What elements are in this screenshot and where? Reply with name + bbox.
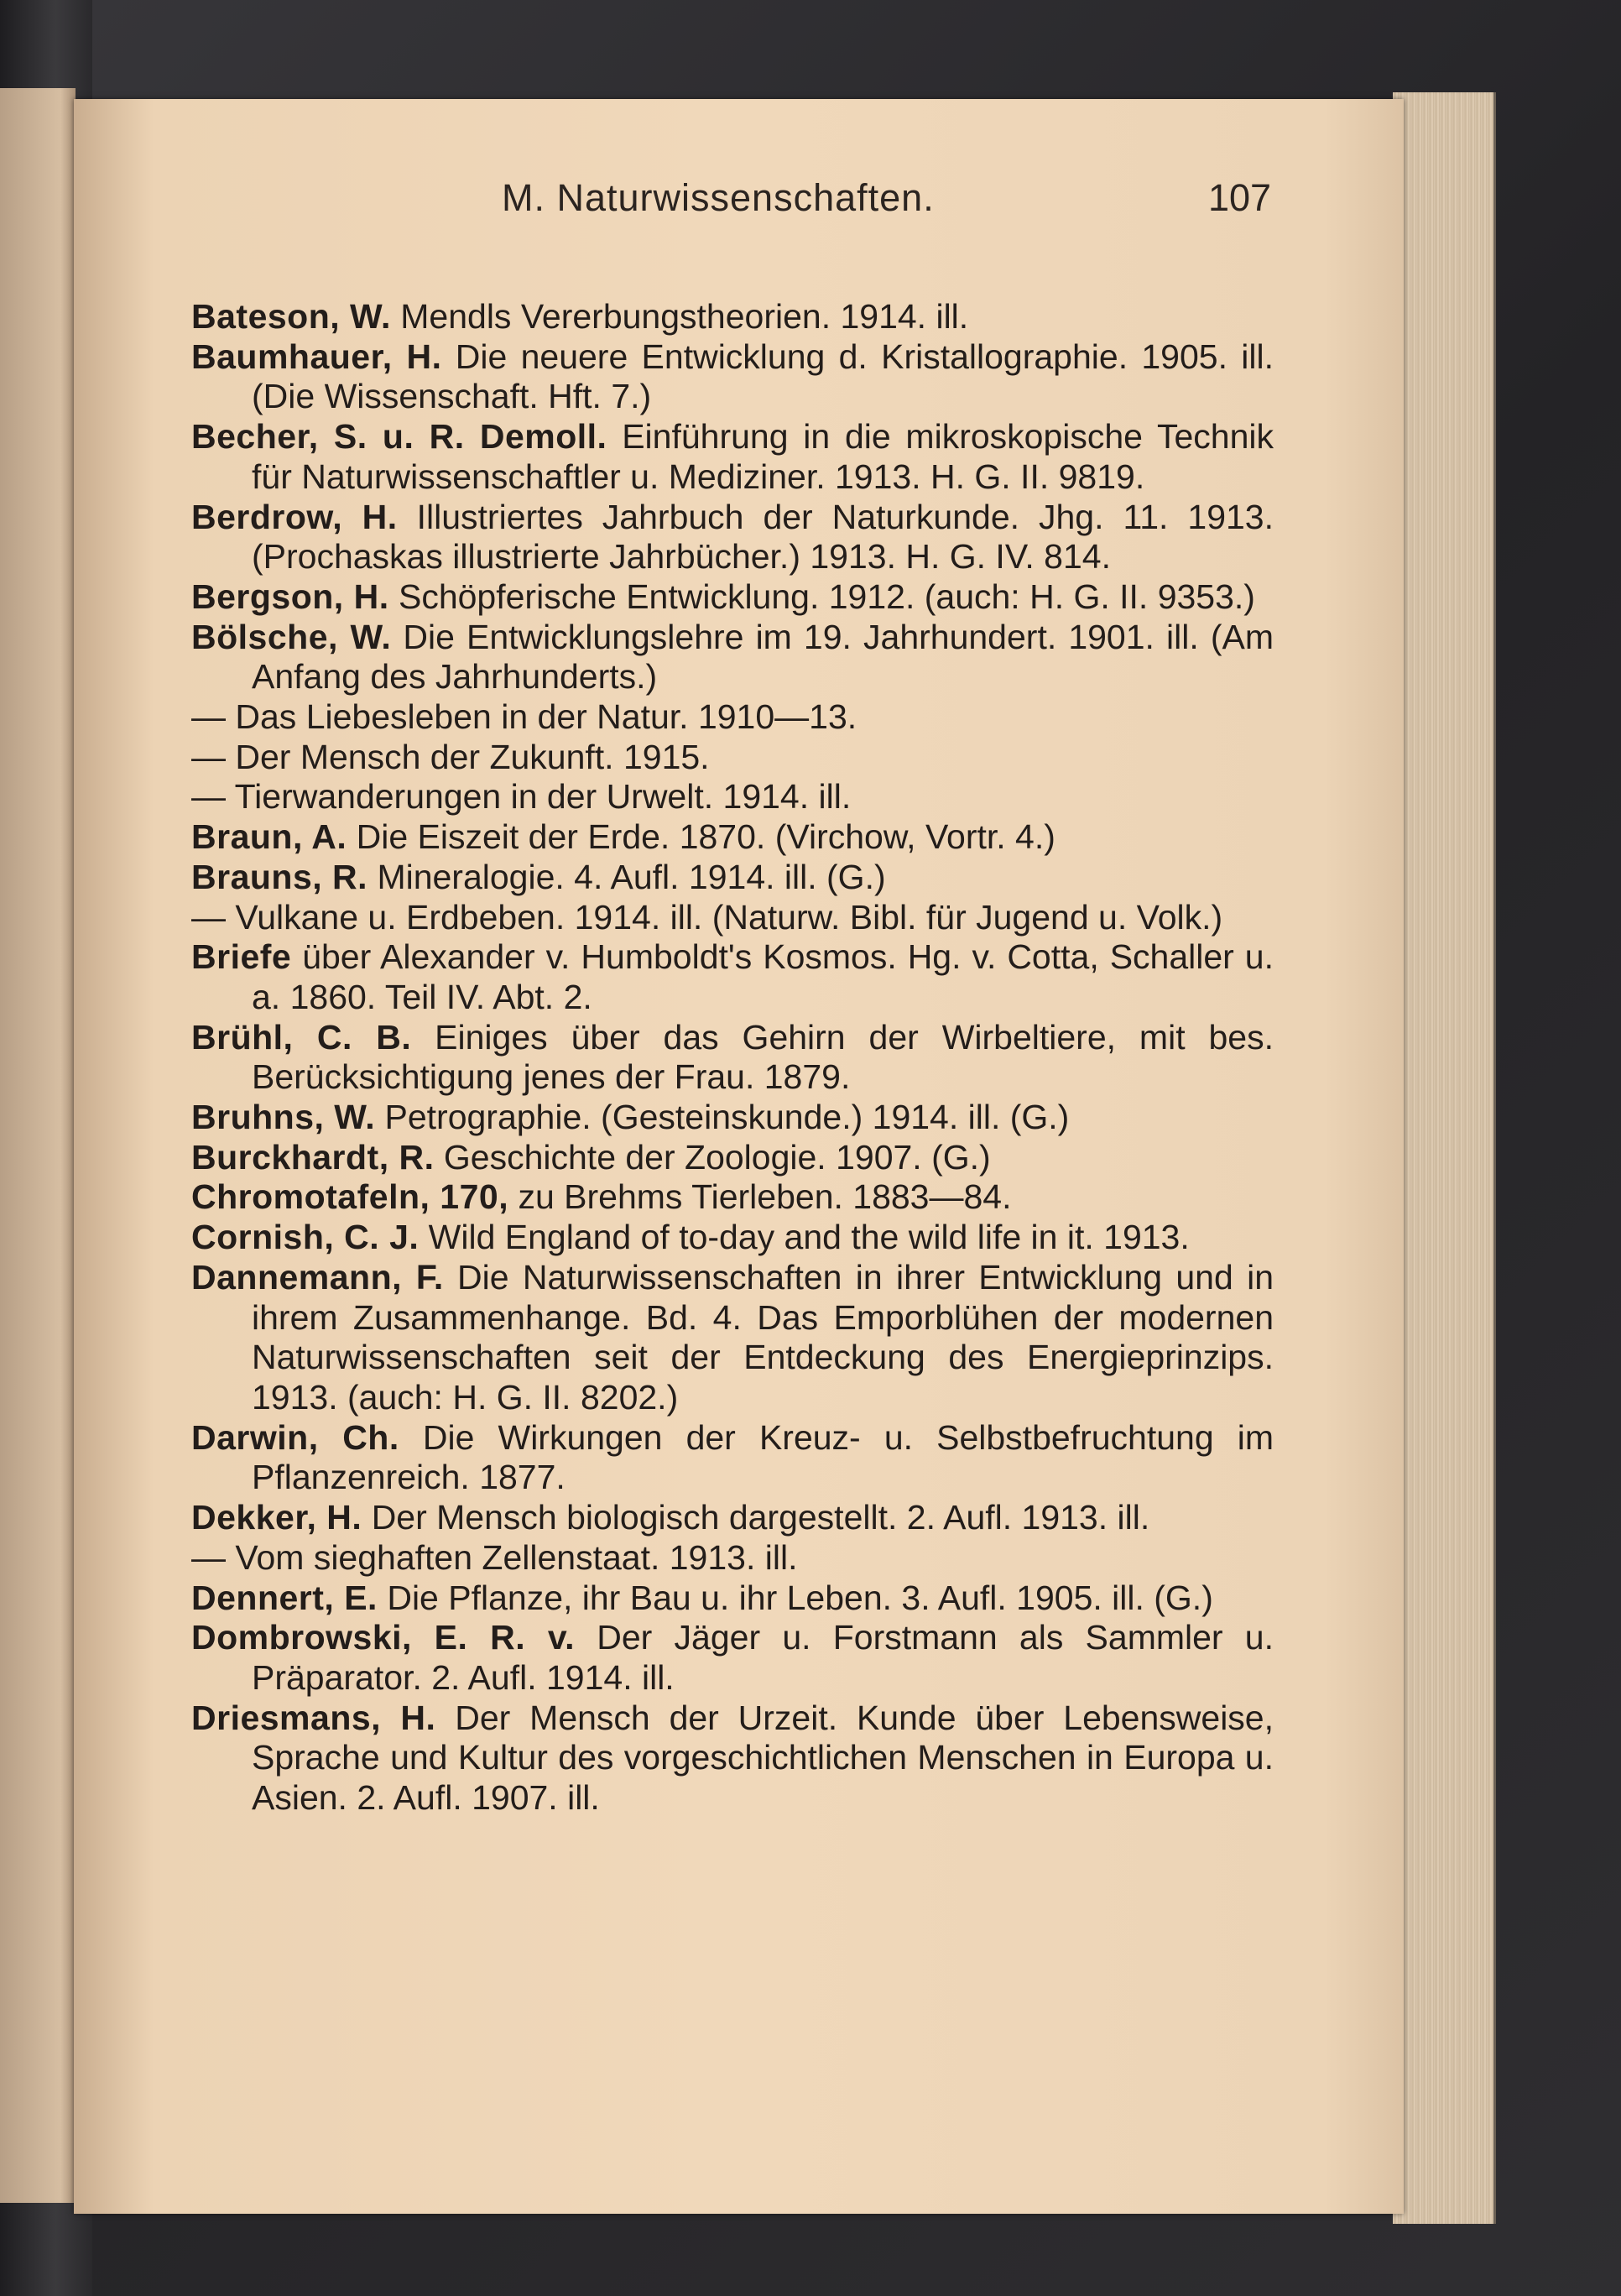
bibliography-entry: [191, 1138, 1274, 1178]
bibliography-entry: [191, 1418, 1274, 1498]
entry-author: Bergson, H.: [191, 577, 389, 616]
bibliography-list: [191, 297, 1274, 1819]
entry-text: über Alexander v. Humboldt's Kosmos. Hg. v. Cotta, Schaller u. a. 1860. Teil IV. Abt. 2.: [252, 937, 1274, 1016]
bibliography-entry: [191, 1018, 1274, 1098]
page-header: [74, 176, 1404, 235]
entry-author: Baumhauer, H.: [191, 337, 442, 376]
bibliography-entry: [191, 1218, 1274, 1258]
entry-author: Dannemann, F.: [191, 1257, 444, 1297]
book-page: [74, 99, 1404, 2214]
entry-author: Driesmans, H.: [191, 1698, 436, 1737]
entry-text: Mineralogie. 4. Aufl. 1914. ill. (G.): [367, 857, 886, 896]
bibliography-entry: [191, 297, 1274, 337]
entry-text: Wild England of to-day and the wild life in it. 1913.: [419, 1218, 1190, 1257]
entry-text: Schöpferische Entwicklung. 1912. (auch: H. G. II. 9353.): [388, 577, 1255, 616]
entry-text: — Der Mensch der Zukunft. 1915.: [191, 737, 710, 776]
entry-author: Briefe: [191, 937, 292, 977]
bibliography-entry: [191, 1618, 1274, 1698]
entry-text: — Vom sieghaften Zellenstaat. 1913. ill.: [191, 1537, 798, 1577]
entry-text: — Das Liebesleben in der Natur. 1910—13.: [191, 697, 857, 737]
entry-text: Der Jäger u. Forstmann als Sammler u. Präparator. 2. Aufl. 1914. ill.: [252, 1618, 1274, 1697]
bibliography-entry: [191, 1498, 1274, 1538]
bibliography-entry: [191, 1578, 1274, 1619]
entry-author: Becher, S. u. R. Demoll.: [191, 417, 607, 457]
bibliography-entry: [191, 337, 1274, 417]
entry-author: Brühl, C. B.: [191, 1017, 412, 1057]
bibliography-entry: [191, 1538, 1274, 1578]
previous-page-edge: [0, 88, 76, 2203]
bibliography-entry: [191, 697, 1274, 738]
entry-author: Braun, A.: [191, 817, 347, 857]
bibliography-entry: [191, 1699, 1274, 1819]
page-number: 107: [1208, 176, 1272, 219]
entry-text: zu Brehms Tierleben. 1883—84.: [508, 1177, 1012, 1217]
bibliography-entry: [191, 738, 1274, 778]
entry-author: Berdrow, H.: [191, 497, 398, 536]
entry-author: Bölsche, W.: [191, 617, 392, 656]
entry-author: Chromotafeln, 170,: [191, 1177, 509, 1217]
bibliography-entry: [191, 777, 1274, 817]
bibliography-entry: [191, 858, 1274, 898]
entry-text: Die neuere Entwicklung d. Kristallographie. 1905. ill. (Die Wissenschaft. Hft. 7.): [252, 337, 1274, 416]
entry-text: Einiges über das Gehirn der Wirbeltiere, mit bes. Berücksichtigung jenes der Frau. 1879.: [252, 1017, 1274, 1097]
running-head: M. Naturwissenschaften.: [502, 176, 935, 219]
entry-text: Die Entwicklungslehre im 19. Jahrhundert. 1901. ill. (Am Anfang des Jahrhunderts.): [252, 617, 1274, 697]
entry-author: Burckhardt, R.: [191, 1137, 435, 1177]
entry-text: Petrographie. (Gesteinskunde.) 1914. ill. (G.): [375, 1098, 1070, 1137]
entry-author: Dombrowski, E. R. v.: [191, 1618, 576, 1657]
bibliography-entry: [191, 817, 1274, 858]
entry-text: Die Naturwissenschaften in ihrer Entwicklung und in ihrem Zusammenhange. Bd. 4. Das Emporblühen der modernen Naturwissenschaften seit der Entdeckung des Energieprinzips. 1913. (auch: H. G. II. 8202.): [252, 1257, 1274, 1417]
bibliography-entry: [191, 1258, 1274, 1418]
page-stack-edges: [1393, 92, 1496, 2224]
entry-text: Die Pflanze, ihr Bau u. ihr Leben. 3. Aufl. 1905. ill. (G.): [377, 1578, 1213, 1617]
bibliography-entry: [191, 1177, 1274, 1218]
entry-author: Bateson, W.: [191, 297, 391, 336]
entry-text: Illustriertes Jahrbuch der Naturkunde. Jhg. 11. 1913. (Prochaskas illustrierte Jahrbücher.) 1913. H. G. IV. 814.: [252, 497, 1274, 577]
entry-text: Einführung in die mikroskopische Technik für Naturwissenschaftler u. Mediziner. 1913. H. G. II. 9819.: [252, 417, 1274, 496]
entry-text: — Vulkane u. Erdbeben. 1914. ill. (Naturw. Bibl. für Jugend u. Volk.): [191, 897, 1223, 937]
entry-text: Der Mensch der Urzeit. Kunde über Lebensweise, Sprache und Kultur des vorgeschichtlichen Menschen in Europa u. Asien. 2. Aufl. 1907. ill.: [252, 1698, 1274, 1818]
entry-author: Bruhns, W.: [191, 1098, 376, 1137]
entry-author: Cornish, C. J.: [191, 1218, 420, 1257]
bibliography-entry: [191, 1098, 1274, 1138]
bibliography-entry: [191, 577, 1274, 618]
entry-author: Brauns, R.: [191, 857, 368, 896]
entry-author: Dennert, E.: [191, 1578, 378, 1617]
entry-text: Mendls Vererbungstheorien. 1914. ill.: [390, 297, 969, 336]
entry-text: Der Mensch biologisch dargestellt. 2. Aufl. 1913. ill.: [362, 1498, 1150, 1537]
entry-text: — Tierwanderungen in der Urwelt. 1914. ill.: [191, 777, 852, 817]
bibliography-entry: [191, 898, 1274, 938]
bibliography-entry: [191, 937, 1274, 1017]
entry-text: Die Eiszeit der Erde. 1870. (Virchow, Vortr. 4.): [347, 817, 1055, 857]
bibliography-entry: [191, 498, 1274, 577]
bibliography-entry: [191, 618, 1274, 697]
bibliography-entry: [191, 417, 1274, 497]
entry-text: Die Wirkungen der Kreuz- u. Selbstbefruchtung im Pflanzenreich. 1877.: [252, 1417, 1274, 1497]
entry-text: Geschichte der Zoologie. 1907. (G.): [434, 1137, 991, 1177]
entry-author: Darwin, Ch.: [191, 1417, 399, 1457]
entry-author: Dekker, H.: [191, 1498, 362, 1537]
